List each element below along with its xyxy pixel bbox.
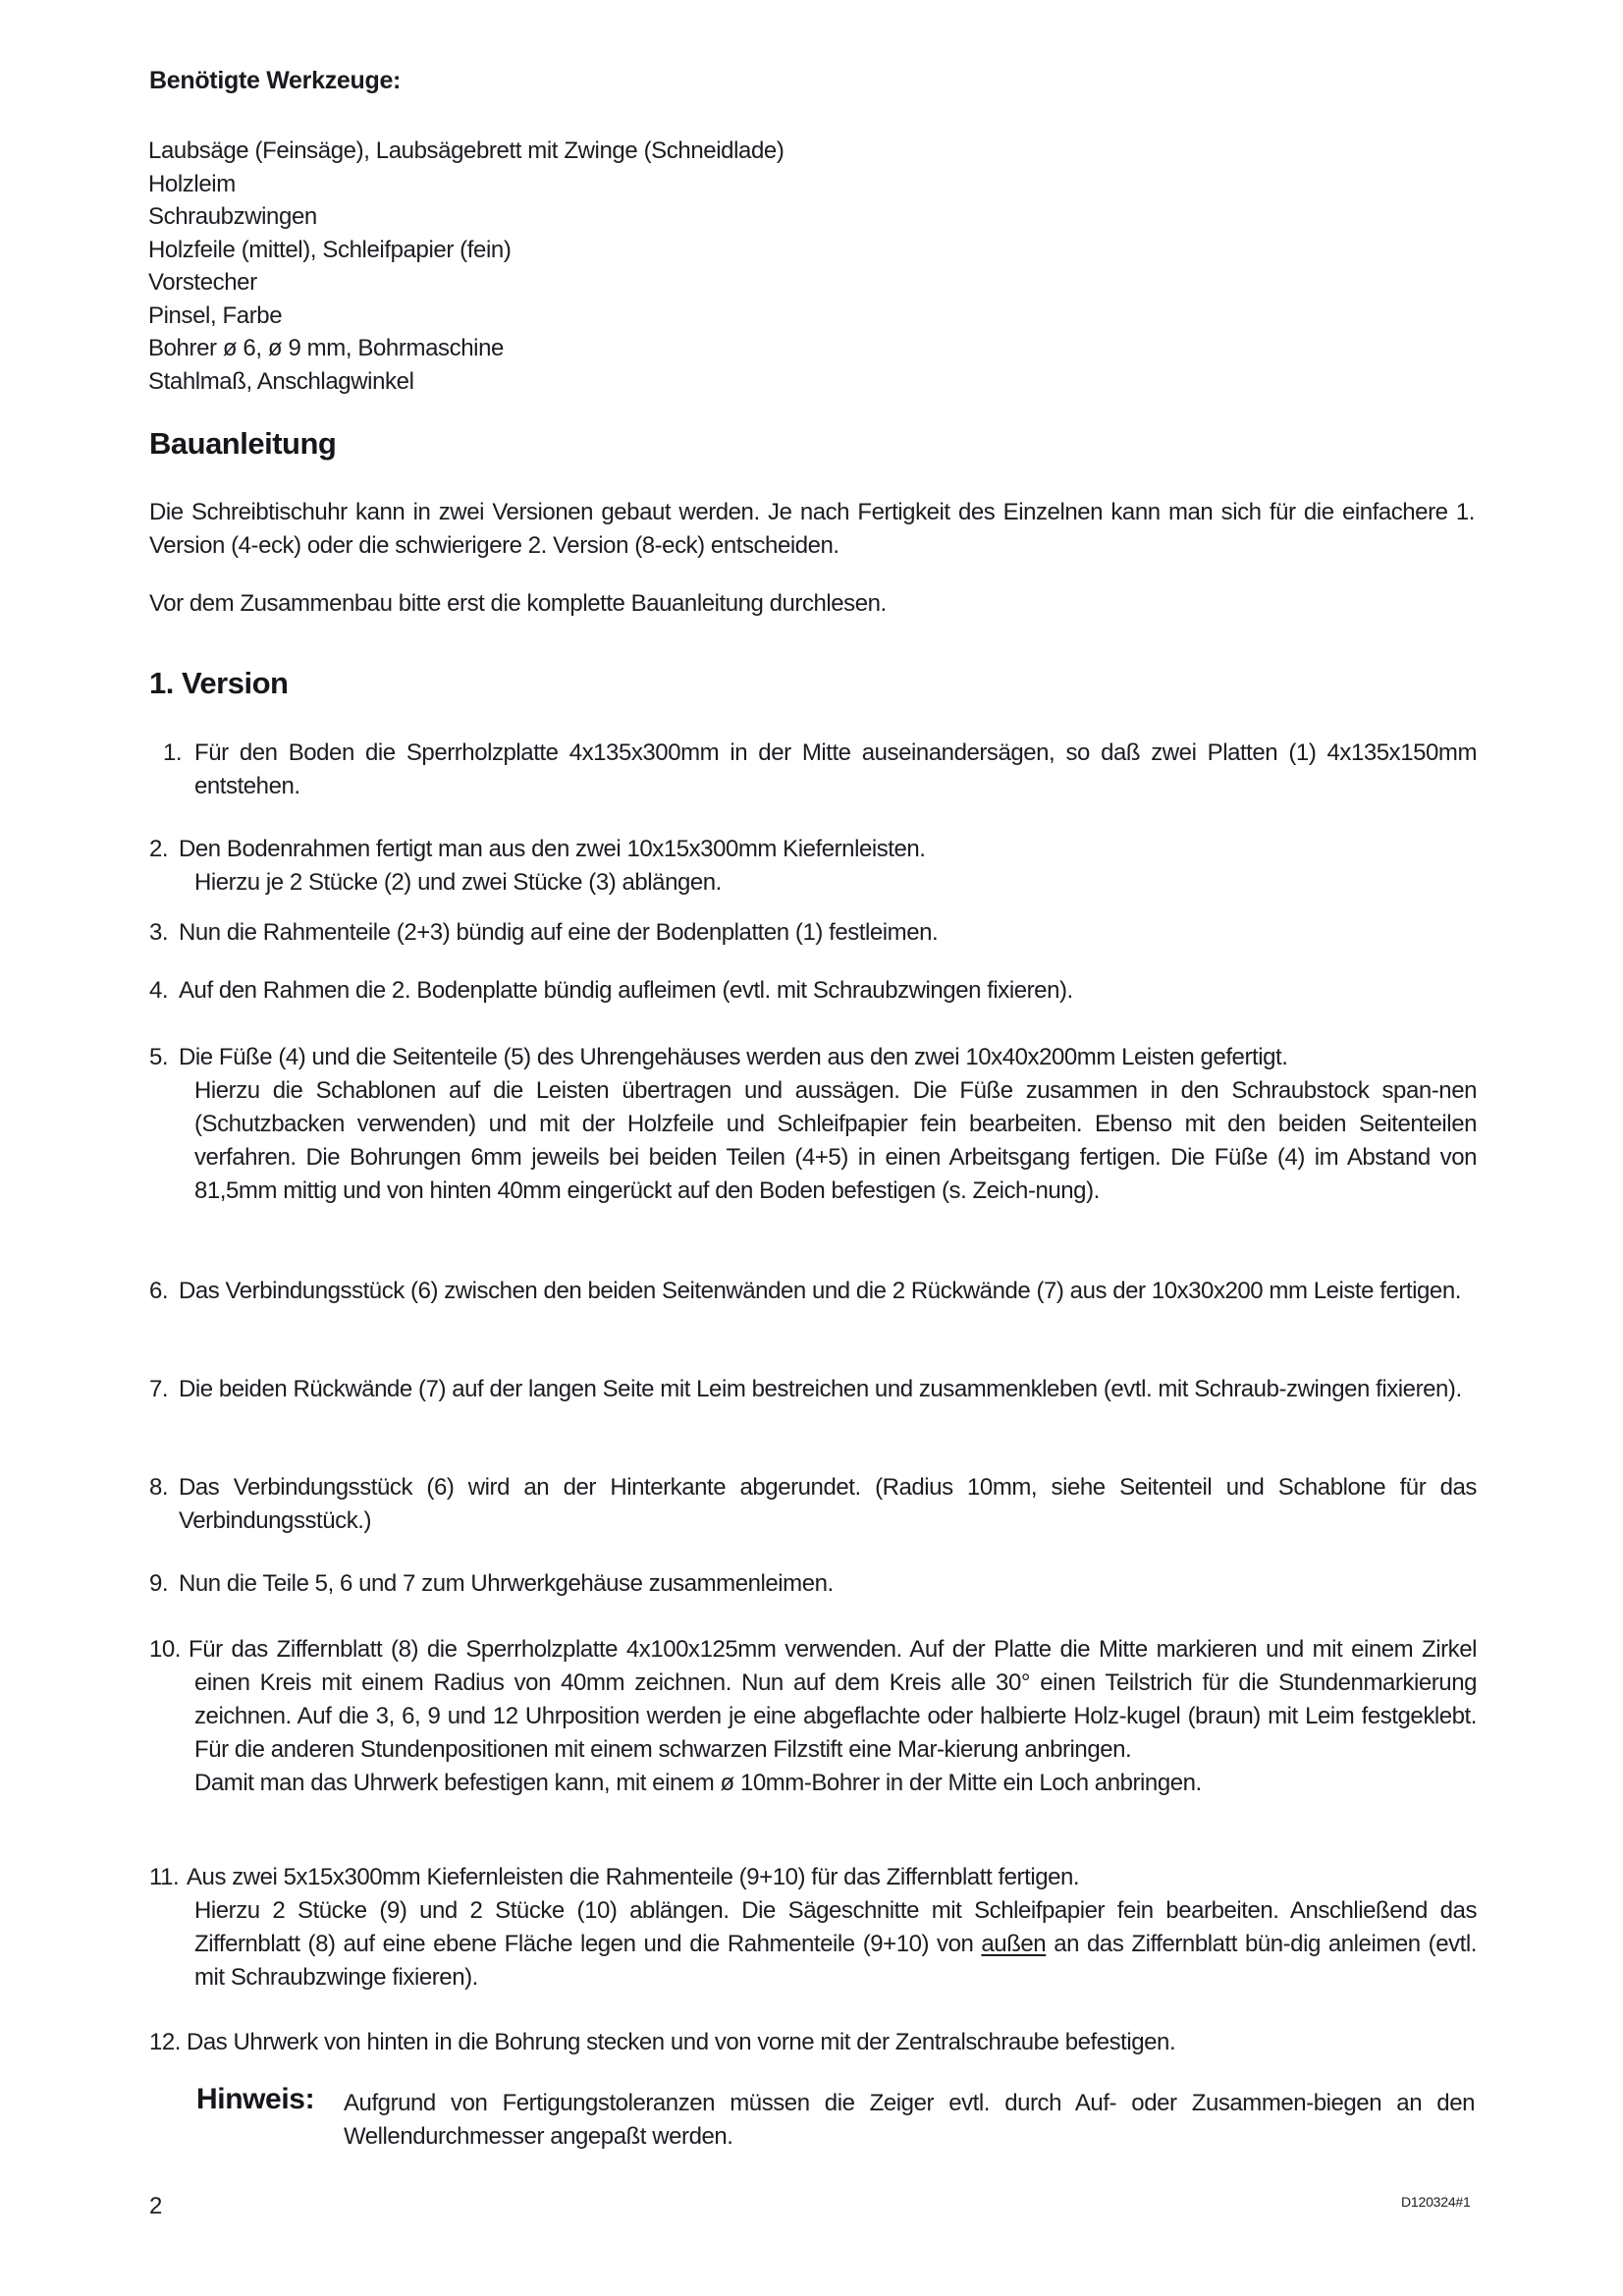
read-first-paragraph: Vor dem Zusammenbau bitte erst die komplette Bauanleitung durchlesen.: [149, 590, 887, 617]
step-number: 4.: [149, 977, 169, 1004]
step-number: 2.: [149, 836, 169, 862]
step-text-continued: Damit man das Uhrwerk befestigen kann, mit einem ø 10mm-Bohrer in der Mitte ein Loch anbringen.: [194, 1770, 1202, 1796]
tools-list-item: Schraubzwingen: [148, 203, 317, 230]
step-item: [149, 1275, 1477, 1308]
step-text-segment: Hierzu 2 Stücke (9) und 2 Stücke (10) ablängen. Die Sägeschnitte mit Schleifpapier fein bearbeiten. Anschließend das Ziffernblatt (8) auf eine ebene Fläche legen und die Rahmenteile (9+10) von: [194, 1897, 1477, 1957]
step-text: Das Uhrwerk von hinten in die Bohrung stecken und von vorne mit der Zentralschraube befestigen.: [187, 2029, 1176, 2055]
tools-list-item: Pinsel, Farbe: [148, 301, 283, 329]
instructions-heading: Bauanleitung: [149, 426, 337, 461]
step-item: [149, 1471, 1477, 1538]
step-text: Nun die Rahmenteile (2+3) bündig auf eine der Bodenplatten (1) festleimen.: [179, 919, 939, 946]
step-item: [149, 737, 1477, 803]
step-text-segment: an das Ziffernblatt bün-dig anleimen (evtl. mit Schraubzwinge fixieren).: [194, 1931, 1477, 1991]
step-text-continued: [149, 1894, 1477, 1995]
step-number: 6.: [149, 1278, 169, 1304]
note-box: [196, 2083, 1475, 2154]
step-number: 9.: [149, 1570, 169, 1597]
step-text: Die Füße (4) und die Seitenteile (5) des Uhrengehäuses werden aus den zwei 10x40x200mm Leisten gefertigt.: [179, 1044, 1288, 1070]
step-item: [149, 1041, 1477, 1208]
step-text: Für das Ziffernblatt (8) die Sperrholzplatte 4x100x125mm verwenden. Auf der Platte die Mitte markieren und mit einem Zirkel einen Kreis mit einem Radius von 40mm zeichnen. Nun auf dem Kreis alle 30° einen Teilstrich für die Stundenmarkierung zeichnen. Auf die 3, 6, 9 und 12 Uhrposition werden je eine abgeflachte oder halbierte Holz-kugel (braun) mit Leim festgeklebt. Für die anderen Stundenpositionen mit einem schwarzen Filzstift eine Mar-kierung anbringen.: [189, 1636, 1477, 1763]
page-number: 2: [149, 2193, 163, 2219]
step-text: Nun die Teile 5, 6 und 7 zum Uhrwerkgehäuse zusammenleimen.: [179, 1570, 834, 1597]
step-item: [149, 974, 1477, 1008]
step-number: 3.: [149, 919, 169, 946]
step-item: [149, 1373, 1477, 1406]
document-code: D120324#1: [1401, 2194, 1471, 2210]
step-number: 8.: [149, 1474, 169, 1501]
step-number: 7.: [149, 1376, 169, 1402]
step-text: Auf den Rahmen die 2. Bodenplatte bündig aufleimen (evtl. mit Schraubzwingen fixieren).: [179, 977, 1073, 1004]
step-text: Das Verbindungsstück (6) wird an der Hinterkante abgerundet. (Radius 10mm, siehe Seitenteil und Schablone für das Verbindungsstück.): [179, 1474, 1477, 1534]
tools-list-item: Bohrer ø 6, ø 9 mm, Bohrmaschine: [148, 335, 504, 361]
step-item: [149, 916, 1477, 950]
step-text: Aus zwei 5x15x300mm Kiefernleisten die Rahmenteile (9+10) für das Ziffernblatt fertigen.: [187, 1864, 1080, 1890]
step-number: 5.: [149, 1044, 169, 1070]
step-item: [149, 1567, 1477, 1601]
step-item: [149, 2026, 1477, 2059]
step-item: [149, 833, 1477, 900]
step-text: Das Verbindungsstück (6) zwischen den beiden Seitenwänden und die 2 Rückwände (7) aus der 10x30x200 mm Leiste fertigen.: [179, 1278, 1461, 1304]
step-item: [149, 1633, 1477, 1800]
step-number: 11.: [149, 1864, 180, 1890]
step-text-continued: Hierzu die Schablonen auf die Leisten übertragen und aussägen. Die Füße zusammen in den Schraubstock span-nen (Schutzbacken verwenden) und mit der Holzfeile und Schleifpapier fein bearbeiten. Ebenso mit den beiden Seitenteilen verfahren. Die Bohrungen 6mm jeweils bei beiden Teilen (4+5) in einen Arbeitsgang fertigen. Die Füße (4) im Abstand von 81,5mm mittig und von hinten 40mm eingerückt auf den Boden befestigen (s. Zeich-nung).: [194, 1077, 1477, 1204]
tools-list-item: Stahlmaß, Anschlagwinkel: [148, 367, 414, 395]
step-number: 1.: [163, 739, 183, 766]
tools-list-item: Vorstecher: [148, 269, 257, 296]
step-item: [149, 1861, 1477, 1995]
step-text-continued: Hierzu je 2 Stücke (2) und zwei Stücke (3) ablängen.: [194, 869, 722, 896]
step-text: Für den Boden die Sperrholzplatte 4x135x300mm in der Mitte auseinandersägen, so daß zwei Platten (1) 4x135x150mm entstehen.: [194, 739, 1477, 799]
tools-heading: Benötigte Werkzeuge:: [149, 67, 402, 94]
tools-list-item: Laubsäge (Feinsäge), Laubsägebrett mit Zwinge (Schneidlade): [148, 137, 784, 164]
step-number: 10.: [149, 1636, 182, 1663]
note-text: Aufgrund von Fertigungstoleranzen müssen die Zeiger evtl. durch Auf- oder Zusammen-biegen an den Wellendurchmesser angepaßt werden.: [344, 2090, 1475, 2150]
underlined-word: außen: [981, 1931, 1047, 1957]
intro-paragraph: Die Schreibtischuhr kann in zwei Versionen gebaut werden. Je nach Fertigkeit des Einzelnen kann man sich für die einfachere 1. Version (4-eck) oder die schwierigere 2. Version (8-eck) entscheiden.: [149, 499, 1475, 559]
step-number: 12.: [149, 2029, 182, 2055]
note-label: Hinweis:: [196, 2083, 315, 2115]
step-text: Die beiden Rückwände (7) auf der langen Seite mit Leim bestreichen und zusammenkleben (evtl. mit Schraub-zwingen fixieren).: [179, 1376, 1462, 1402]
version-1-heading: 1. Version: [149, 666, 289, 700]
tools-list: [148, 135, 784, 398]
tools-list-item: Holzfeile (mittel), Schleifpapier (fein): [148, 236, 512, 263]
tools-list-item: Holzleim: [148, 170, 236, 197]
step-text: Den Bodenrahmen fertigt man aus den zwei 10x15x300mm Kiefernleisten.: [179, 836, 926, 862]
